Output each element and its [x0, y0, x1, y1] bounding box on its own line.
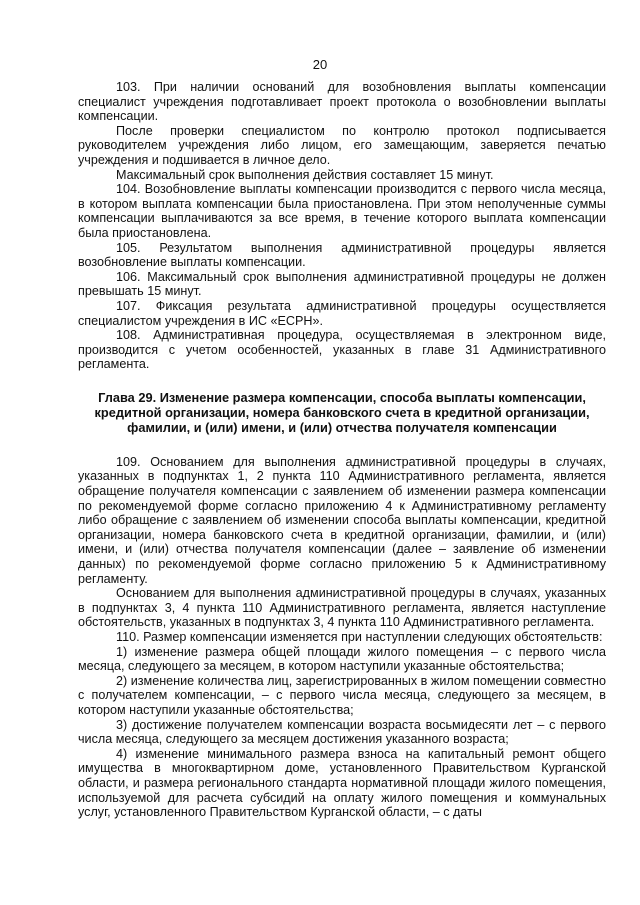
chapter-heading: Глава 29. Изменение размера компенсации, способа выплаты компенсации, кредитной организации, номера банковского счета в кредитной организации, фамилии, и (или) имени, и (или) отчества получателя компенсации	[94, 389, 590, 435]
list-item-4: 4) изменение минимального размера взноса на капитальный ремонт общего имущества в многоквартирном доме, установленного Правительством Курганской области, и размера регионального стандарта нормативной площади жилого помещения, используемой для расчета субсидий на оплату жилого помещения и коммунальных услуг, установленного Правительством Курганской области, – с даты	[78, 746, 606, 820]
document-body	[78, 80, 606, 820]
paragraph-protocol-check: После проверки специалистом по контролю протокол подписывается руководителем учреждения либо лицом, его замещающим, заверяется печатью учреждения и подшивается в личное дело.	[78, 123, 606, 167]
paragraph-110: 110. Размер компенсации изменяется при наступлении следующих обстоятельств:	[116, 630, 603, 644]
paragraph-max-time: Максимальный срок выполнения действия составляет 15 минут.	[116, 167, 494, 182]
paragraph-106: 106. Максимальный срок выполнения административной процедуры не должен превышать 15 минут.	[78, 269, 606, 299]
paragraph-109: 109. Основанием для выполнения административной процедуры в случаях, указанных в подпунктах 1, 2 пункта 110 Административного регламента, является обращение получателя компенсации с заявлением об изменении размера компенсации по рекомендуемой форме согласно приложению 4 к Административному регламенту либо обращение с заявлением об изменении способа выплаты компенсации, кредитной организации, номера банковского счета в кредитной организации, фамилии, и (или) имени, и (или) отчества получателя компенсации (далее – заявление об изменении данных) по рекомендуемой форме согласно приложению 5 к Административному регламенту.	[78, 454, 606, 586]
paragraph-103: 103. При наличии оснований для возобновления выплаты компенсации специалист учреждения подготавливает проект протокола о возобновлении выплаты компенсации.	[78, 80, 606, 124]
paragraph-108: 108. Административная процедура, осуществляемая в электронном виде, производится с учетом особенностей, указанных в главе 31 Административного регламента.	[78, 328, 606, 372]
list-item-2: 2) изменение количества лиц, зарегистрированных в жилом помещении совместно с получателем компенсации, – с первого числа месяца, следующего за месяцем, в котором наступили указанные обстоятельства;	[78, 673, 606, 717]
paragraph-104: 104. Возобновление выплаты компенсации производится с первого числа месяца, в котором выплата компенсации была приостановлена. При этом неполученные суммы компенсации выплачиваются за все время, в течение которого выплата компенсации была приостановлена.	[78, 182, 606, 240]
paragraph-grounds: Основанием для выполнения административной процедуры в случаях, указанных в подпунктах 3, 4 пункта 110 Административного регламента, является наступление обстоятельств, указанных в подпунктах 3, 4 пункта 110 Административного регламента.	[78, 586, 606, 630]
list-item-1: 1) изменение размера общей площади жилого помещения – с первого числа месяца, следующего за месяцем, в котором наступили указанные обстоятельства;	[78, 644, 606, 674]
list-item-3: 3) достижение получателем компенсации возраста восьмидесяти лет – с первого числа месяца, следующего за месяцем достижения указанного возраста;	[78, 717, 606, 747]
paragraph-107: 107. Фиксация результата административной процедуры осуществляется специалистом учреждения в ИС «ЕСРН».	[78, 298, 606, 328]
paragraph-105: 105. Результатом выполнения административной процедуры является возобновление выплаты компенсации.	[78, 240, 606, 270]
page-number: 20	[312, 57, 328, 72]
